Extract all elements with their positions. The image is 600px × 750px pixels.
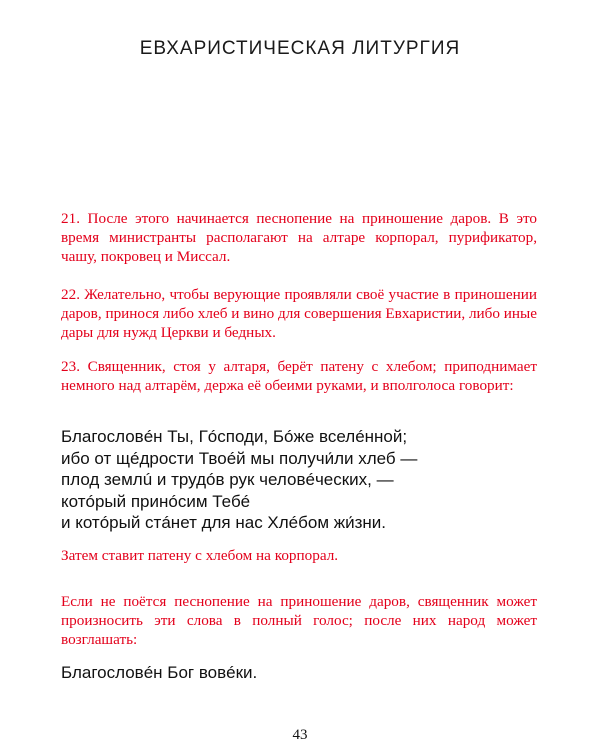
rubric-23: 23. Священник, стоя у алтаря, берёт патену с хлебом; приподнимает немного над алтарём, держа её обеими руками, и вполголоса говорит: (61, 358, 537, 394)
people-response: Благословéн Бог вовéки. (61, 663, 258, 682)
prayer-line: котóрый принóсим Тебé (61, 491, 251, 511)
prayer-line: Благословéн Ты, Гóсподи, Бóже вселéнной; (61, 427, 408, 446)
rubric-if-not-sung: Если не поётся песнопение на приношение даров, священник может произносить эти слова в полный голос; после них народ может возглашать: (61, 593, 537, 648)
prayer-line: и котóрый стáнет для нас Хлéбом жи́зни. (61, 513, 387, 532)
rubric-then: Затем ставит патену с хлебом на корпорал. (61, 547, 339, 564)
prayer-line: ибо от щéдрости Твоéй мы получи́ли хлеб — (61, 448, 418, 468)
rubric-22: 22. Желательно, чтобы верующие проявляли своё участие в приношении даров, принося либо хлеб и вино для совершения Евхаристии, либо иные дары для нужд Церкви и бедных. (61, 286, 537, 341)
prayer-text (61, 426, 541, 534)
prayer-line: плод землú и трудóв рук человéческих, — (61, 470, 394, 489)
page-number: 43 (292, 727, 308, 743)
rubric-21: 21. После этого начинается песнопение на приношение даров. В это время министранты располагают на алтаре корпорал, пурификатор, чашу, покровец и Миссал. (61, 210, 537, 265)
page-title: ЕВХАРИСТИЧЕСКАЯ ЛИТУРГИЯ (139, 38, 461, 59)
